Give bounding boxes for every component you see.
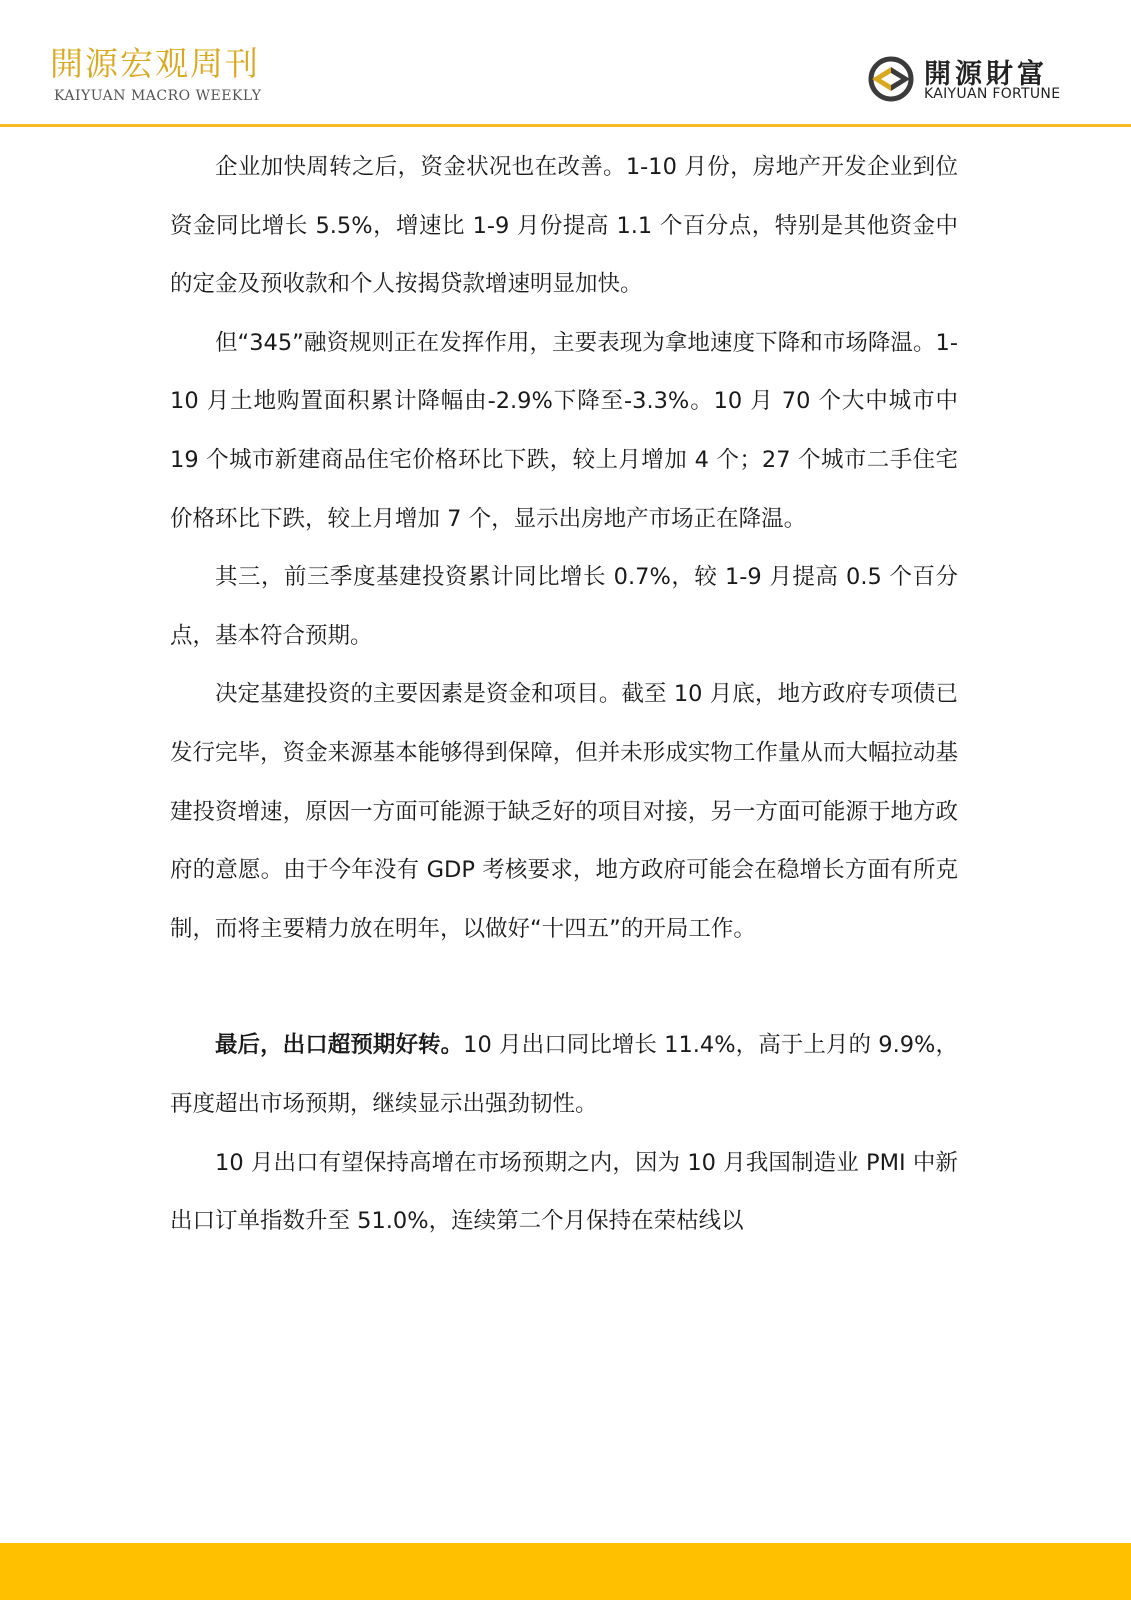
paragraph: 最后，出口超预期好转。10 月出口同比增长 11.4%，高于上月的 9.9%，再度超出市场预期，继续显示出强劲韧性。 (170, 1032, 958, 1117)
paragraph-lead: 最后，出口超预期好转。 (215, 1032, 464, 1059)
paragraph: 其三，前三季度基建投资累计同比增长 0.7%，较 1-9 月提高 0.5 个百分点，基本符合预期。 (170, 564, 958, 649)
header-divider (0, 124, 1131, 127)
paragraph: 企业加快周转之后，资金状况也在改善。1-10 月份，房地产开发企业到位资金同比增长 5.5%，增速比 1-9 月份提高 1.1 个百分点，特别是其他资金中的定金及预收款和个人按揭贷款增速明显加快。 (170, 154, 958, 298)
kaiyuan-logo-icon (866, 54, 916, 104)
company-logo (866, 50, 1096, 106)
paragraph: 但“345”融资规则正在发挥作用，主要表现为拿地速度下降和市场降温。1-10 月土地购置面积累计降幅由-2.9%下降至-3.3%。10 月 70 个大中城市中 19 个城市新建商品住宅价格环比下跌，较上月增加 4 个；27 个城市二手住宅价格环比下跌，较上月增加 7 个，显示出房地产市场正在降温。 (170, 329, 958, 532)
page-header (0, 0, 1131, 126)
logo-text-en: KAIYUAN FORTUNE (924, 86, 1061, 102)
logo-text-cn: 開源財富 (924, 59, 1048, 90)
publication-title: 開源宏观周刊 (50, 44, 260, 83)
paragraph: 10 月出口有望保持高增在市场预期之内，因为 10 月我国制造业 PMI 中新出口订单指数升至 51.0%，连续第二个月保持在荣枯线以 (170, 1149, 958, 1235)
footer-bar (0, 1543, 1131, 1600)
publication-subtitle: KAIYUAN MACRO WEEKLY (54, 88, 262, 104)
article-body (170, 138, 958, 1251)
paragraph: 决定基建投资的主要因素是资金和项目。截至 10 月底，地方政府专项债已发行完毕，资金来源基本能够得到保障，但并未形成实物工作量从而大幅拉动基建投资增速，原因一方面可能源于缺乏好的项目对接，另一方面可能源于地方政府的意愿。由于今年没有 GDP 考核要求，地方政府可能会在稳增长方面有所克制，而将主要精力放在明年，以做好“十四五”的开局工作。 (170, 681, 958, 942)
